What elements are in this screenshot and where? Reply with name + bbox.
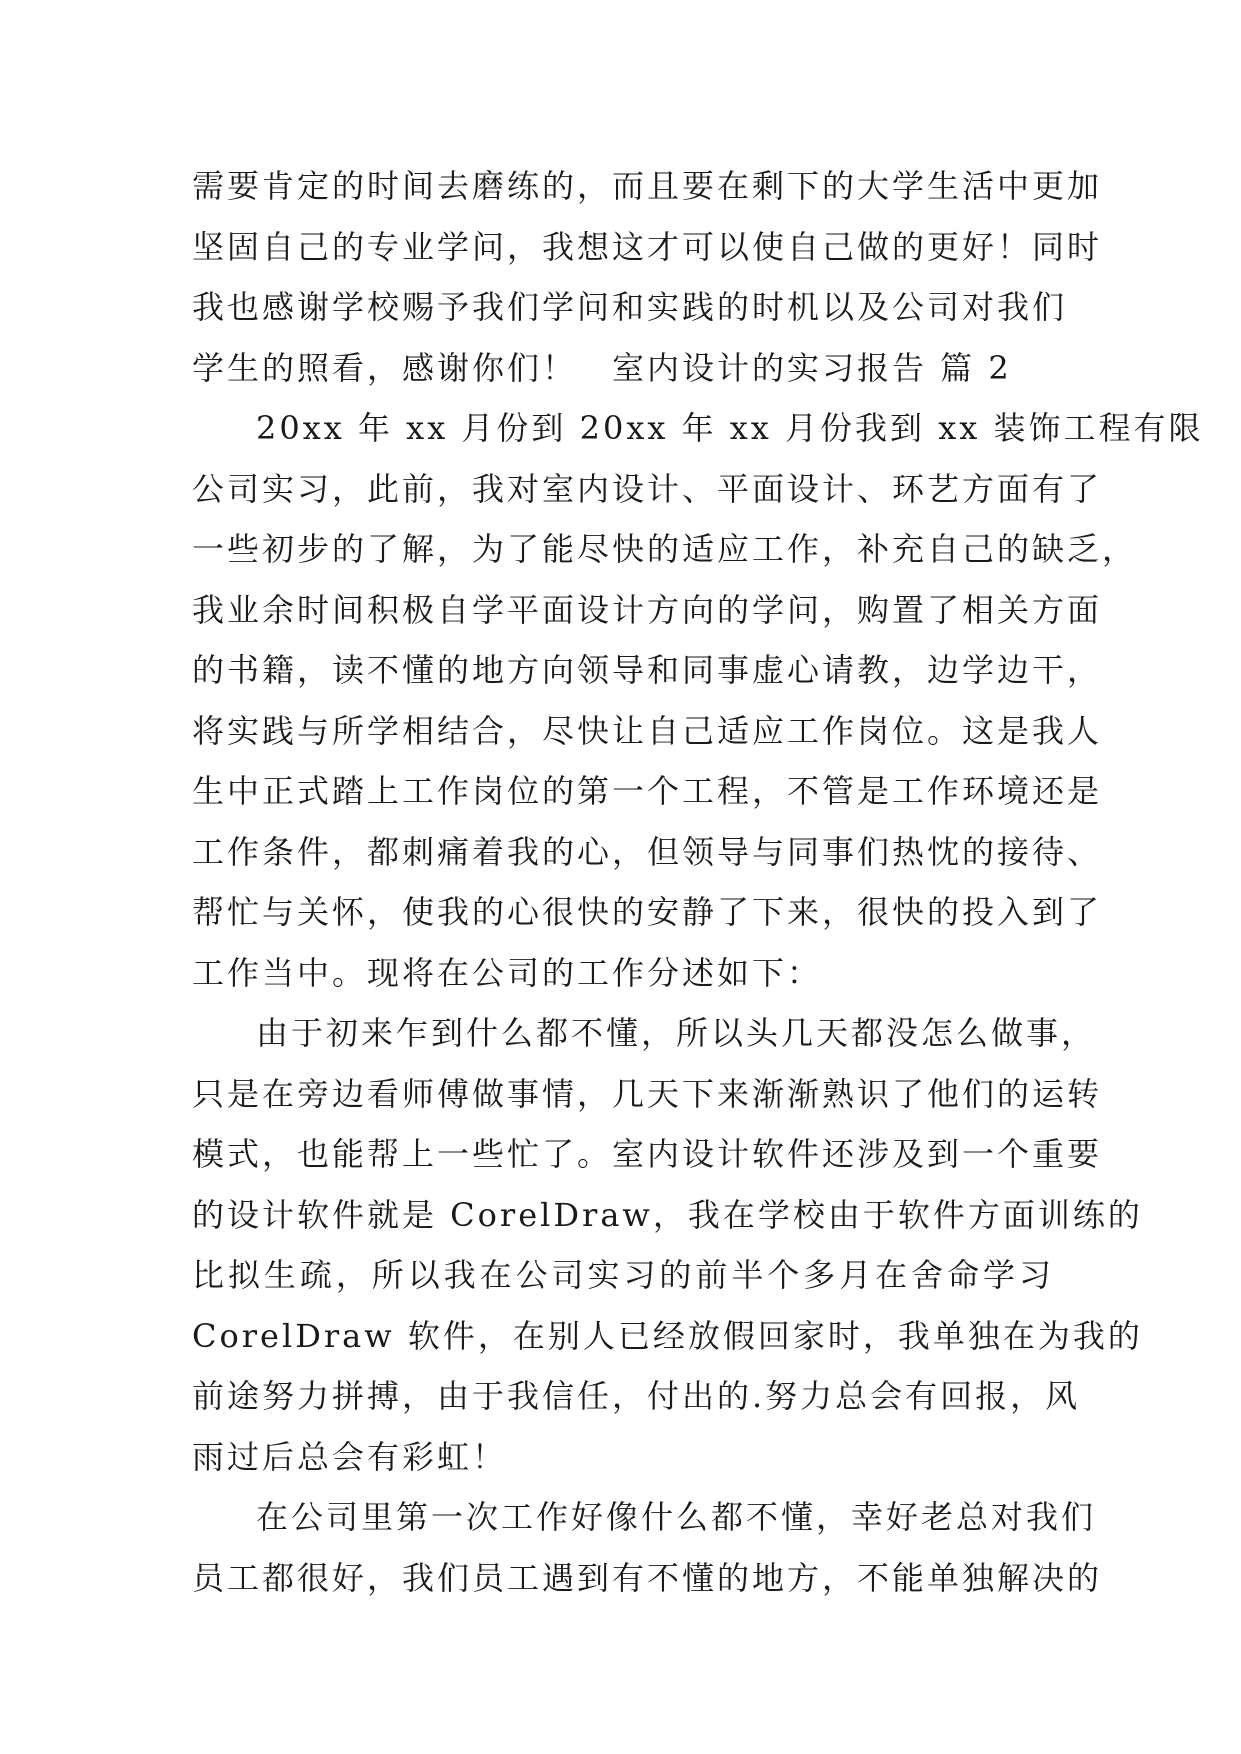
text-line: 我也感谢学校赐予我们学问和实践的时机以及公司对我们 <box>192 288 1068 326</box>
text-line: 比拟生疏，所以我在公司实习的前半个多月在舍命学习 <box>192 1256 1054 1294</box>
text-line: 一些初步的了解，为了能尽快的适应工作，补充自己的缺乏， <box>192 530 1138 568</box>
paragraph-start-line: 由于初来乍到什么都不懂，所以头几天都没怎么做事， <box>256 1014 1097 1052</box>
body-text <box>192 156 1204 1608</box>
text-line: 的书籍，读不懂的地方向领导和同事虚心请教，边学边干， <box>192 651 1103 689</box>
text-line: 生中正式踏上工作岗位的第一个工程，不管是工作环境还是 <box>192 772 1103 810</box>
text-line: 只是在旁边看师傅做事情，几天下来渐渐熟识了他们的运转 <box>192 1074 1103 1113</box>
text-line-section-heading: 学生的照看，感谢你们！ 室内设计的实习报告 篇 2 <box>192 348 1012 387</box>
paragraph-start-line: 20xx 年 xx 月份到 20xx 年 xx 月份我到 xx 装饰工程有限 <box>256 409 1204 447</box>
text-line: 坚固自己的专业学问，我想这才可以使自己做的更好！同时 <box>192 227 1103 266</box>
text-line: 帮忙与关怀，使我的心很快的安静了下来，很快的投入到了 <box>192 893 1103 931</box>
paragraph-end-line: 雨过后总会有彩虹！ <box>192 1437 508 1476</box>
text-line: 前途努力拼搏，由于我信任，付出的.努力总会有回报，风 <box>192 1377 1081 1415</box>
text-line: 工作条件，都刺痛着我的心，但领导与同事们热忱的接待、 <box>192 832 1103 871</box>
text-line: 员工都很好，我们员工遇到有不懂的地方，不能单独解决的 <box>192 1558 1103 1597</box>
text-line: 将实践与所学相结合，尽快让自己适应工作岗位。这是我人 <box>192 711 1103 750</box>
text-line: 需要肯定的时间去磨练的，而且要在剩下的大学生活中更加 <box>192 167 1103 205</box>
text-line: CorelDraw 软件，在别人已经放假回家时，我单独在为我的 <box>192 1316 1143 1355</box>
text-line: 的设计软件就是 CorelDraw，我在学校由于软件方面训练的 <box>192 1195 1143 1234</box>
text-line: 我业余时间积极自学平面设计方向的学问，购置了相关方面 <box>192 590 1103 629</box>
paragraph-start-line: 在公司里第一次工作好像什么都不懂，幸好老总对我们 <box>256 1498 1097 1536</box>
paragraph-end-line: 工作当中。现将在公司的工作分述如下： <box>192 953 823 992</box>
text-line: 公司实习，此前，我对室内设计、平面设计、环艺方面有了 <box>192 469 1103 508</box>
text-line: 模式，也能帮上一些忙了。室内设计软件还涉及到一个重要 <box>192 1135 1103 1173</box>
